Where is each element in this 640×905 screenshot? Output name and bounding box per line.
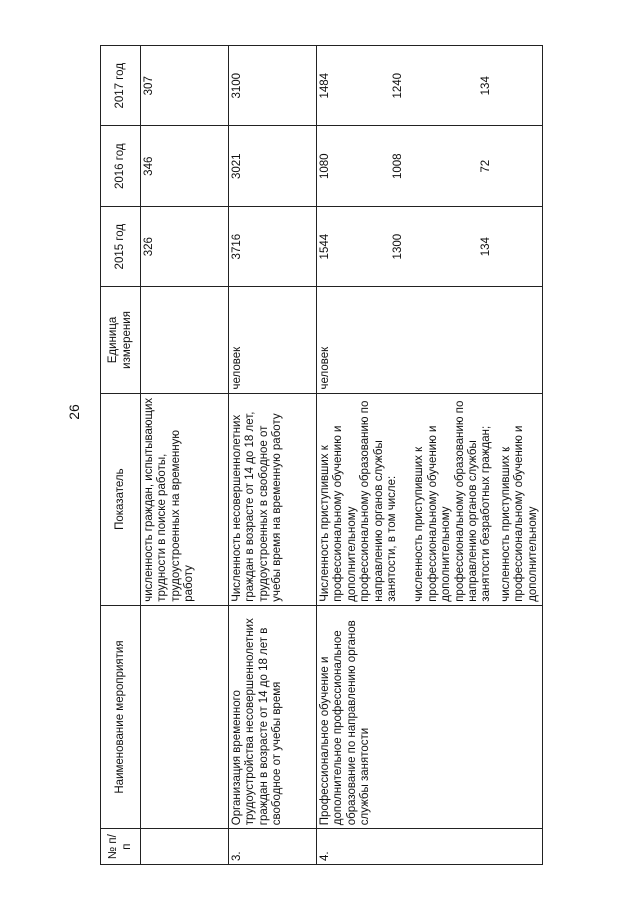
row-unit: человек [229, 287, 317, 393]
header-num: № п/п [101, 829, 141, 865]
indicator-part: численность приступивших к профессиональному обучению и дополнительному [499, 425, 539, 602]
value: 134 [479, 76, 492, 96]
header-name: Наименование мероприятия [101, 605, 141, 828]
row-2015-values [317, 206, 543, 286]
page-number: 26 [66, 404, 82, 420]
table-row [141, 46, 229, 865]
row-2017-values [317, 46, 543, 127]
value: 72 [479, 159, 492, 173]
row-name [141, 605, 229, 828]
row-indicator: Численность несовершеннолетних граждан в возрасте от 14 до 18 лет, трудоустроенных в свободное от учебы время на временную работу [229, 393, 317, 605]
row-indicator [317, 393, 543, 605]
indicator-part: Численность приступивших к профессиональному обучению и дополнительному профессиональному образованию по направлению органов службы занятости, в том числе: [319, 400, 399, 602]
value: 1008 [392, 153, 405, 180]
row-name: Организация временного трудоустройства несовершеннолетних граждан в возрасте от 14 до 18 лет в свободное от учебы время [229, 605, 317, 828]
value: 1080 [319, 153, 331, 180]
header-2015: 2015 год [101, 206, 141, 286]
header-unit: Единица измерения [101, 287, 141, 393]
value: 1300 [392, 233, 405, 260]
indicator-part: численность приступивших к профессиональному обучению и дополнительному профессиональному образованию по направлению органов службы занятости безработных граждан; [413, 400, 493, 602]
header-row [101, 46, 141, 865]
row-2016: 3021 [229, 126, 317, 206]
header-2016: 2016 год [101, 126, 141, 206]
table-row [229, 46, 317, 865]
row-indicator: численность граждан, испытывающих трудности в поиске работы, трудоустроенных на временную работу [141, 393, 229, 605]
row-2016-values [317, 126, 543, 206]
row-num: 4. [317, 829, 543, 865]
value: 1544 [319, 233, 331, 260]
row-unit [141, 287, 229, 393]
row-num [141, 829, 229, 865]
row-name: Профессиональное обучение и дополнительное профессиональное образование по направлению органов службы занятости [317, 605, 543, 828]
header-indicator: Показатель [101, 393, 141, 605]
row-2015: 3716 [229, 206, 317, 286]
header-2017: 2017 год [101, 46, 141, 127]
row-2016: 346 [141, 126, 229, 206]
value: 134 [479, 237, 492, 257]
row-unit: человек [317, 287, 543, 393]
value: 1240 [392, 72, 405, 99]
table-row [317, 46, 543, 865]
rotated-table-wrapper [100, 45, 600, 865]
measures-table [100, 45, 543, 865]
value: 1484 [319, 72, 331, 99]
row-2017: 307 [141, 46, 229, 127]
row-2015: 326 [141, 206, 229, 286]
row-num: 3. [229, 829, 317, 865]
row-2017: 3100 [229, 46, 317, 127]
